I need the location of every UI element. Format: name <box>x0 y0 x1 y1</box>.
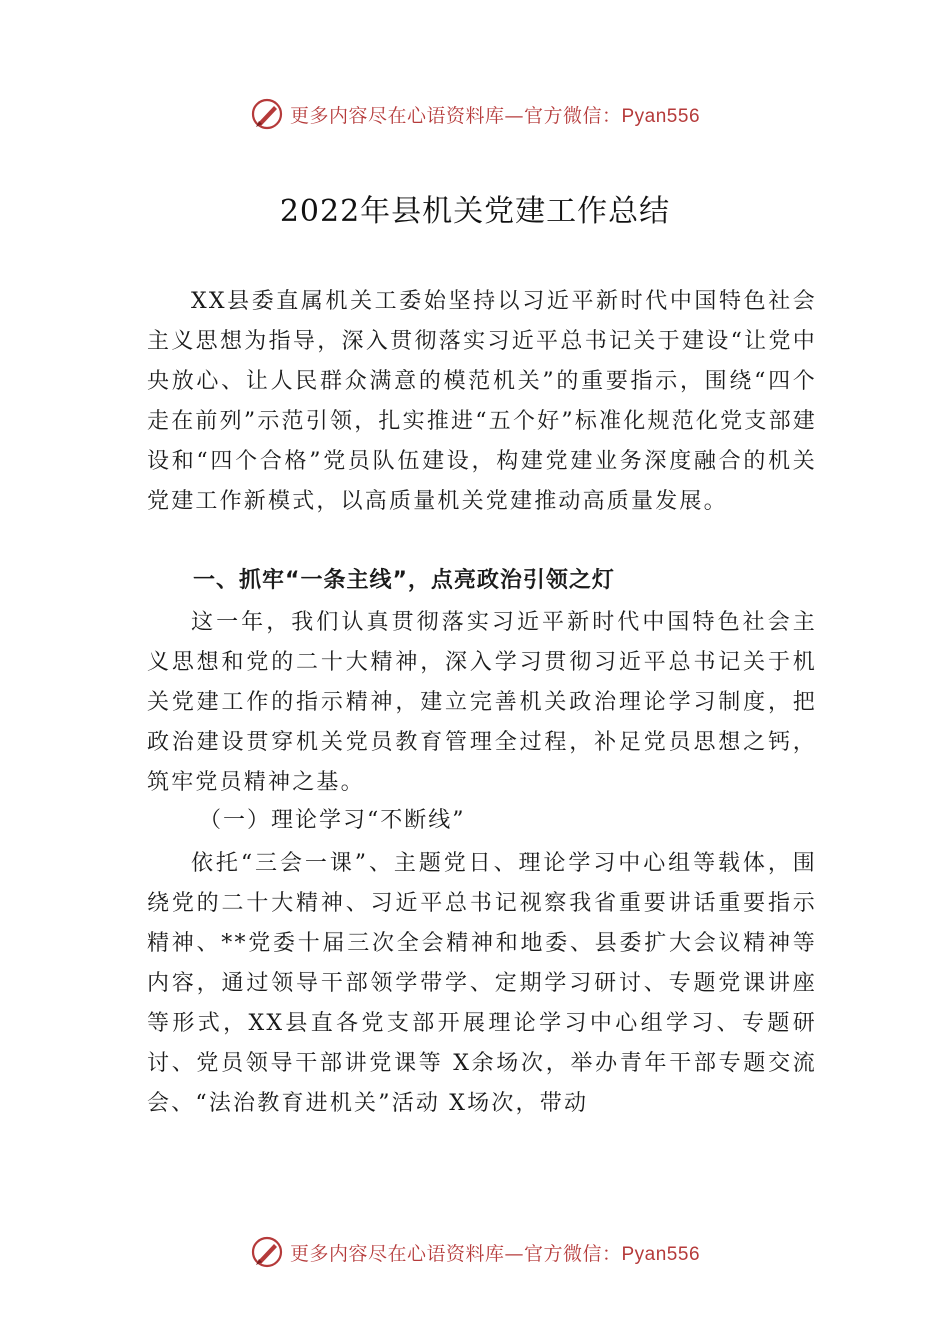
wechat-id: Pyan556 <box>621 1243 701 1265</box>
wechat-id: Pyan556 <box>621 105 701 127</box>
watermark-text: 更多内容尽在心语资料库—官方微信：Pyan556 <box>289 1242 701 1265</box>
intro-paragraph: XX县委直属机关工委始坚持以习近平新时代中国特色社会主义思想为指导，深入贯彻落实习近平总书记关于建设“让党中央放心、让人民群众满意的模范机关”的重要指示，围绕“四个走在前列”示范引领，扎实推进“五个好”标准化规范化党支部建设和“四个合格”党员队伍建设，构建党建业务深度融合的机关党建工作新模式，以高质量机关党建推动高质量发展。 <box>147 289 817 514</box>
subsection-1 <box>147 801 817 841</box>
watermark-banner-top <box>0 94 950 134</box>
section-1-body-block <box>147 603 817 803</box>
subsection-1-heading: （一）理论学习“不断线” <box>199 808 466 833</box>
document-title: 2022年县机关党建工作总结 <box>279 194 671 229</box>
section-1-paragraph: 这一年，我们认真贯彻落实习近平新时代中国特色社会主义思想和党的二十大精神，深入学习贯彻习近平总书记关于机关党建工作的指示精神，建立完善机关政治理论学习制度，把政治建设贯穿机关党员教育管理全过程，补足党员思想之钙，筑牢党员精神之基。 <box>147 610 817 795</box>
watermark-banner-bottom <box>0 1232 950 1272</box>
red-pen-logo-icon <box>250 97 284 131</box>
intro-block <box>147 282 817 522</box>
watermark-text: 更多内容尽在心语资料库—官方微信：Pyan556 <box>289 104 701 127</box>
subsection-1-body-block <box>147 844 817 1124</box>
section-1-heading: 一、抓牢“一条主线”，点亮政治引领之灯 <box>193 568 615 593</box>
subsection-1-paragraph: 依托“三会一课”、主题党日、理论学习中心组等载体，围绕党的二十大精神、习近平总书记视察我省重要讲话重要指示精神、**党委十届三次全会精神和地委、县委扩大会议精神等内容，通过领导干部领学带学、定期学习研讨、专题党课讲座等形式，XX县直各党支部开展理论学习中心组学习、专题研讨、党员领导干部讲党课等 X余场次，举办青年干部专题交流会、“法治教育进机关”活动 X场次，带动 <box>147 851 817 1116</box>
red-pen-logo-icon <box>250 1235 284 1269</box>
section-1 <box>147 561 817 601</box>
